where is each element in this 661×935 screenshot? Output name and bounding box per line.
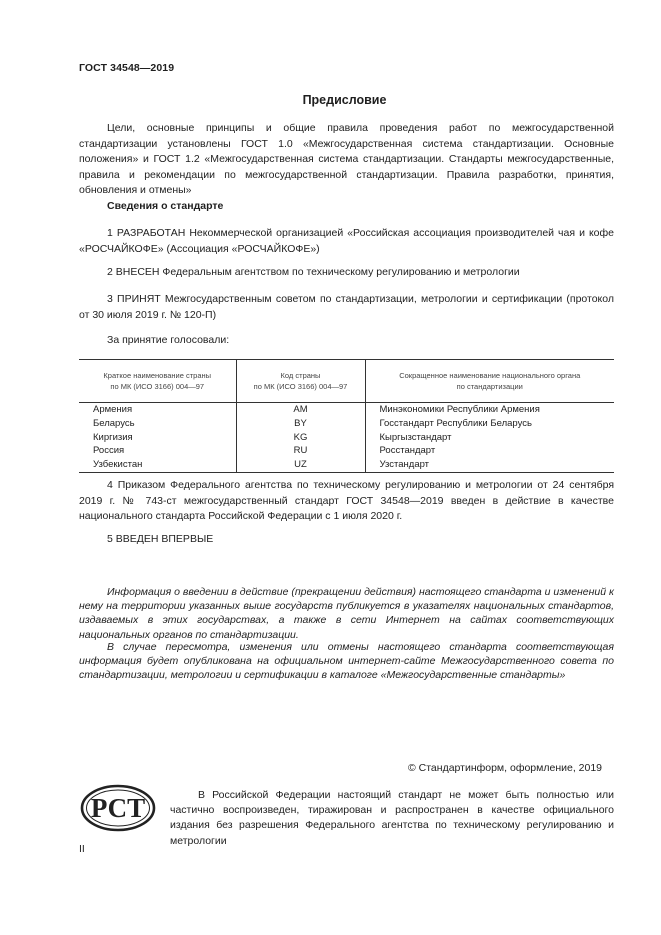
logo-text: РСТ (90, 793, 146, 823)
table-row (79, 458, 614, 472)
item-5-text: 5 ВВЕДЕН ВПЕРВЫЕ (107, 533, 214, 545)
item-1 (79, 226, 614, 257)
table-cell-code: AM (236, 403, 365, 417)
table-cell-body: Минэкономики Республики Армения (365, 403, 614, 417)
info-note-1-text: Информация о введении в действие (прекращении действия) настоящего стандарта и изменений к нему на территории указанных выше государств публикуется в указателях национальных стандартов, издаваемых в этих государствах, а также в сети Интернет на сайтах соответствующих национальных органов по стандартизации. (79, 586, 614, 641)
header-line: Сокращенное наименование национального органа (399, 371, 581, 380)
item-2-text: 2 ВНЕСЕН Федеральным агентством по техническому регулированию и метрологии (107, 266, 520, 278)
table-cell-body: Узстандарт (365, 458, 614, 472)
table-cell-code: UZ (236, 458, 365, 472)
table-cell-country: Россия (93, 445, 125, 457)
table-row (79, 417, 614, 431)
intro-text: Цели, основные принципы и общие правила проведения работ по межгосударственной стандартизации установлены ГОСТ 1.0 «Межгосударственная система стандартизации. Основные положения» и ГОСТ 1.2 «Межгосударственная система стандартизации. Стандарты межгосударственные, правила и рекомендации по межгосударственной стандартизации. Правила разработки, принятия, обновления и отмены» (79, 122, 614, 196)
logo-svg (80, 784, 156, 832)
item-3-text: 3 ПРИНЯТ Межгосударственным советом по стандартизации, метрологии и сертификации (протокол от 30 июля 2019 г. № 120-П) (79, 293, 614, 321)
table-cell-code: KG (236, 431, 365, 445)
gost-r-certification-mark-icon (80, 784, 156, 832)
copyright-notice (170, 788, 614, 849)
info-heading: Сведения о стандарте (107, 200, 224, 212)
item-4-text: 4 Приказом Федерального агентства по техническому регулированию и метрологии от 24 сентября 2019 г. № 743-ст межгосударственный стандарт ГОСТ 34548—2019 введен в действие в качестве национального стандарта Российской Федерации с 1 июля 2020 г. (79, 479, 614, 522)
table-row (79, 431, 614, 445)
item-3 (79, 292, 614, 323)
table-header-code (236, 360, 365, 403)
table-cell-code: RU (236, 444, 365, 458)
header-line: по МК (ИСО 3166) 004—97 (110, 382, 205, 391)
header-line: Краткое наименование страны (103, 371, 212, 380)
copyright-notice-text: В Российской Федерации настоящий стандарт не может быть полностью или частично воспроизведен, тиражирован и распространен в качестве официального издания без разрешения Федерального агентства по техническому регулированию и метрологии (170, 789, 614, 847)
table-header-body (365, 360, 614, 403)
item-1-text: 1 РАЗРАБОТАН Некоммерческой организацией «Российская ассоциация производителей чая и кофе «РОСЧАЙКОФЕ» (Ассоциация «РОСЧАЙКОФЕ») (79, 227, 614, 255)
table-header-row (79, 360, 614, 403)
item-4 (79, 478, 614, 525)
table-row (79, 403, 614, 417)
header-line: по МК (ИСО 3166) 004—97 (253, 382, 348, 391)
intro-paragraph (79, 121, 614, 199)
table-cell-country: Армения (93, 404, 133, 415)
item-2 (79, 265, 614, 281)
info-note-2-text: В случае пересмотра, изменения или отмены настоящего стандарта соответствующая информация будет опубликована на официальном интернет-сайте Межгосударственного совета по стандартизации, метрологии и сертификации в каталоге «Межгосударственные стандарты» (79, 641, 614, 682)
item-5 (79, 532, 614, 548)
page-number: II (79, 843, 85, 855)
info-note-2 (79, 640, 614, 683)
page-title: Предисловие (302, 93, 387, 107)
table-header-country (79, 360, 236, 403)
table-cell-code: BY (236, 417, 365, 431)
member-states-table (79, 359, 614, 473)
copyright-line: © Стандартинформ, оформление, 2019 (408, 762, 603, 774)
info-note-1 (79, 585, 614, 642)
table-cell-country: Узбекистан (79, 458, 236, 472)
header-line: Код страны (280, 371, 321, 380)
table-cell-country: Киргизия (93, 431, 133, 443)
table-cell-body: Госстандарт Республики Беларусь (365, 417, 614, 431)
document-code: ГОСТ 34548—2019 (79, 62, 175, 74)
table-cell-body: Кыргызстандарт (365, 431, 614, 445)
table-row (79, 444, 614, 458)
header-line: по стандартизации (456, 382, 523, 391)
table-cell-body: Росстандарт (365, 444, 614, 458)
table-cell-country: Беларусь (93, 417, 135, 429)
voted-label: За принятие голосовали: (107, 334, 230, 346)
